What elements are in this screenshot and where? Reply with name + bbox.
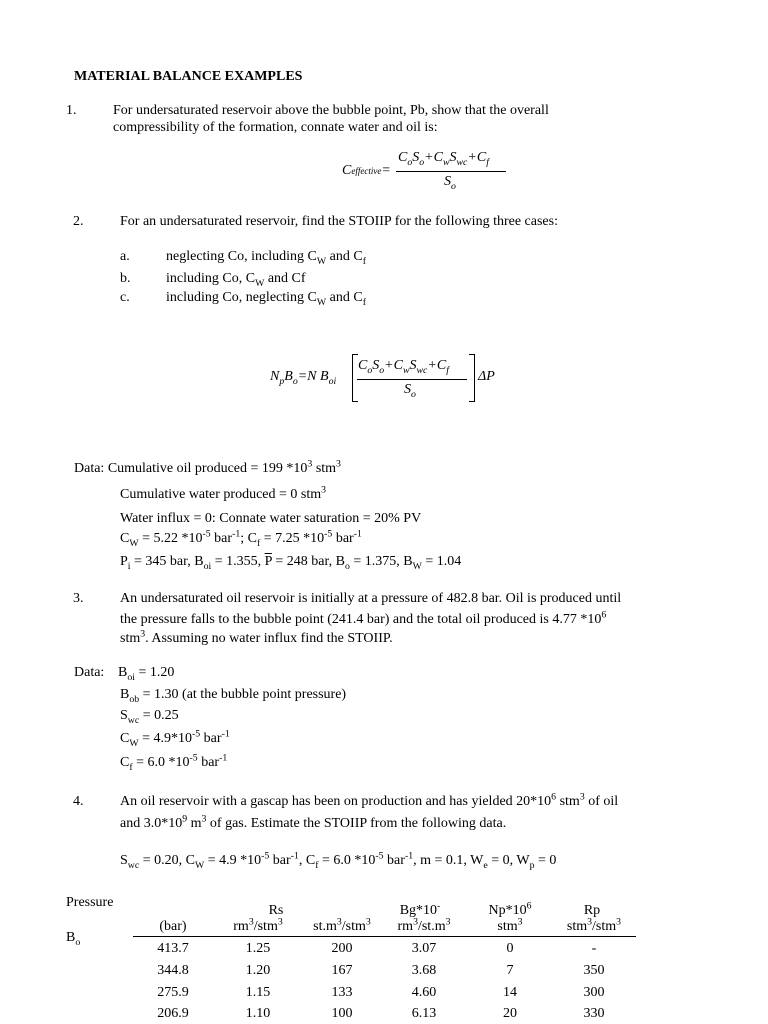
header-bg-top: Bg*10- (399, 900, 441, 918)
question-3-line-3: stm$^3$. Assuming no water influx find the STOIIP. (120, 628, 393, 646)
table-cell: 200 (331, 941, 353, 956)
table-cell: 330 (583, 1006, 605, 1021)
case-a-label: a. (120, 249, 130, 264)
case-a-text: neglecting Co, including $C_W$ and $C_f$ (166, 249, 366, 267)
table-bo-label: $B_o$ (66, 930, 81, 948)
question-4-line-1: An oil reservoir with a gascap has been on production and has yielded $20*10^6$ stm$^3$ of oil (120, 791, 619, 809)
q2-data-pressures: $P_i = 345$ bar, $B_{oi} = 1.355$, $\overline{P} = 248$ bar, $B_o = 1.375$, $B_W = 1.04$ (120, 554, 462, 572)
table-cell: 206.9 (157, 1006, 189, 1021)
table-cell: 1.10 (245, 1006, 271, 1021)
q3-data-boi: $B_{oi} = 1.20$ (118, 665, 175, 683)
question-3-line-1: An undersaturated oil reservoir is initially at a pressure of 482.8 bar. Oil is produced until (120, 591, 622, 606)
q3-data-label: Data: (74, 665, 105, 680)
question-3-number: 3. (73, 591, 84, 606)
q3-data-cf: $C_f = 6.0$ $*10^{-5}$ bar$^{-1}$ (120, 752, 228, 773)
question-4-number: 4. (73, 794, 84, 809)
q3-data-swc: $S_{wc} = 0.25$ (120, 708, 179, 726)
q2-data-cumulative-water: Cumulative water produced = 0 stm$^3$ (120, 484, 327, 502)
table-cell: 3.07 (411, 941, 437, 956)
header-rp-top: Rp (583, 903, 601, 918)
header-col-bar: (bar) (159, 919, 187, 934)
q2-data-water-influx: Water influx = 0: Connate water saturation = 20% PV (120, 511, 422, 526)
header-col-np-units: stm$^3$ (497, 916, 523, 934)
table-cell: - (591, 941, 597, 956)
question-1-line-1: For undersaturated reservoir above the bubble point, Pb, show that the overall (113, 103, 549, 118)
q2-data-cumulative-oil: Data: Cumulative oil produced = 199 $*10^3$ stm$^3$ (74, 458, 341, 476)
question-1-line-2: compressibility of the formation, connate water and oil is: (113, 120, 438, 135)
q3-data-cw: $C_W = 4.9*10^{-5}$ bar$^{-1}$ (120, 728, 230, 749)
q2-data-compressibilities: $C_W = 5.22$ $*10^{-5}$ bar$^{-1}$; $C_f = 7.25$ $*10^{-5}$ bar$^{-1}$ (120, 528, 362, 549)
page-title: MATERIAL BALANCE EXAMPLES (74, 69, 303, 84)
question-2-number: 2. (73, 214, 84, 229)
table-cell: 300 (583, 985, 605, 1000)
question-4-line-2: and $3.0*10^9$ $m^3$ of gas. Estimate the STOIIP from the following data. (120, 813, 507, 831)
table-cell: 1.20 (245, 963, 271, 978)
table-cell: 100 (331, 1006, 353, 1021)
case-c-label: c. (120, 290, 130, 305)
table-cell: 0 (506, 941, 514, 956)
table-cell: 413.7 (157, 941, 189, 956)
header-col-rs-units: $st.m^3/stm^3$ (313, 916, 371, 934)
question-4-parameters: $S_{wc} = 0.20$, $C_W = 4.9$ $*10^{-5}$ bar$^{-1}$, $C_f = 6.0$ $*10^{-5}$ bar$^{-1}$, m = 0.1, $W_e = 0$, $W_p = 0$ (120, 850, 557, 871)
table-cell: 4.60 (411, 985, 437, 1000)
header-col-rp-units: stm$^3$/stm$^3$ (566, 916, 622, 934)
header-np-top: $Np*10^6$ (488, 900, 532, 918)
table-pressure-label: Pressure (66, 895, 114, 910)
header-col-bg-units: $rm^3/st.m^3$ (397, 916, 451, 934)
table-cell: 1.15 (245, 985, 271, 1000)
header-col-bo-units: $rm^3/stm^3$ (233, 916, 283, 934)
question-1-number: 1. (66, 103, 77, 118)
table-cell: 1.25 (245, 941, 271, 956)
case-c-text: including Co, neglecting $C_W$ and $C_f$ (166, 290, 366, 308)
table-cell: 133 (331, 985, 353, 1000)
table-cell: 344.8 (157, 963, 189, 978)
question-3-line-2: the pressure falls to the bubble point (241.4 bar) and the total oil produced is 4.77 $*10^6$ (120, 609, 607, 627)
table-cell: 167 (331, 963, 353, 978)
question-2-text: For an undersaturated reservoir, find the STOIIP for the following three cases: (120, 214, 558, 229)
table-cell: 350 (583, 963, 605, 978)
table-cell: 3.68 (411, 963, 437, 978)
table-cell: 6.13 (411, 1006, 437, 1021)
q3-data-bob: $B_{ob} = 1.30$ (at the bubble point pressure) (120, 687, 347, 705)
table-cell: 275.9 (157, 985, 189, 1000)
table-cell: 7 (506, 963, 514, 978)
case-b-label: b. (120, 271, 131, 286)
header-rs-top: Rs (268, 903, 284, 918)
table-header-rule (133, 936, 636, 937)
table-cell: 14 (503, 985, 517, 1000)
case-b-text: including Co, $C_W$ and Cf (166, 271, 306, 289)
table-cell: 20 (503, 1006, 517, 1021)
